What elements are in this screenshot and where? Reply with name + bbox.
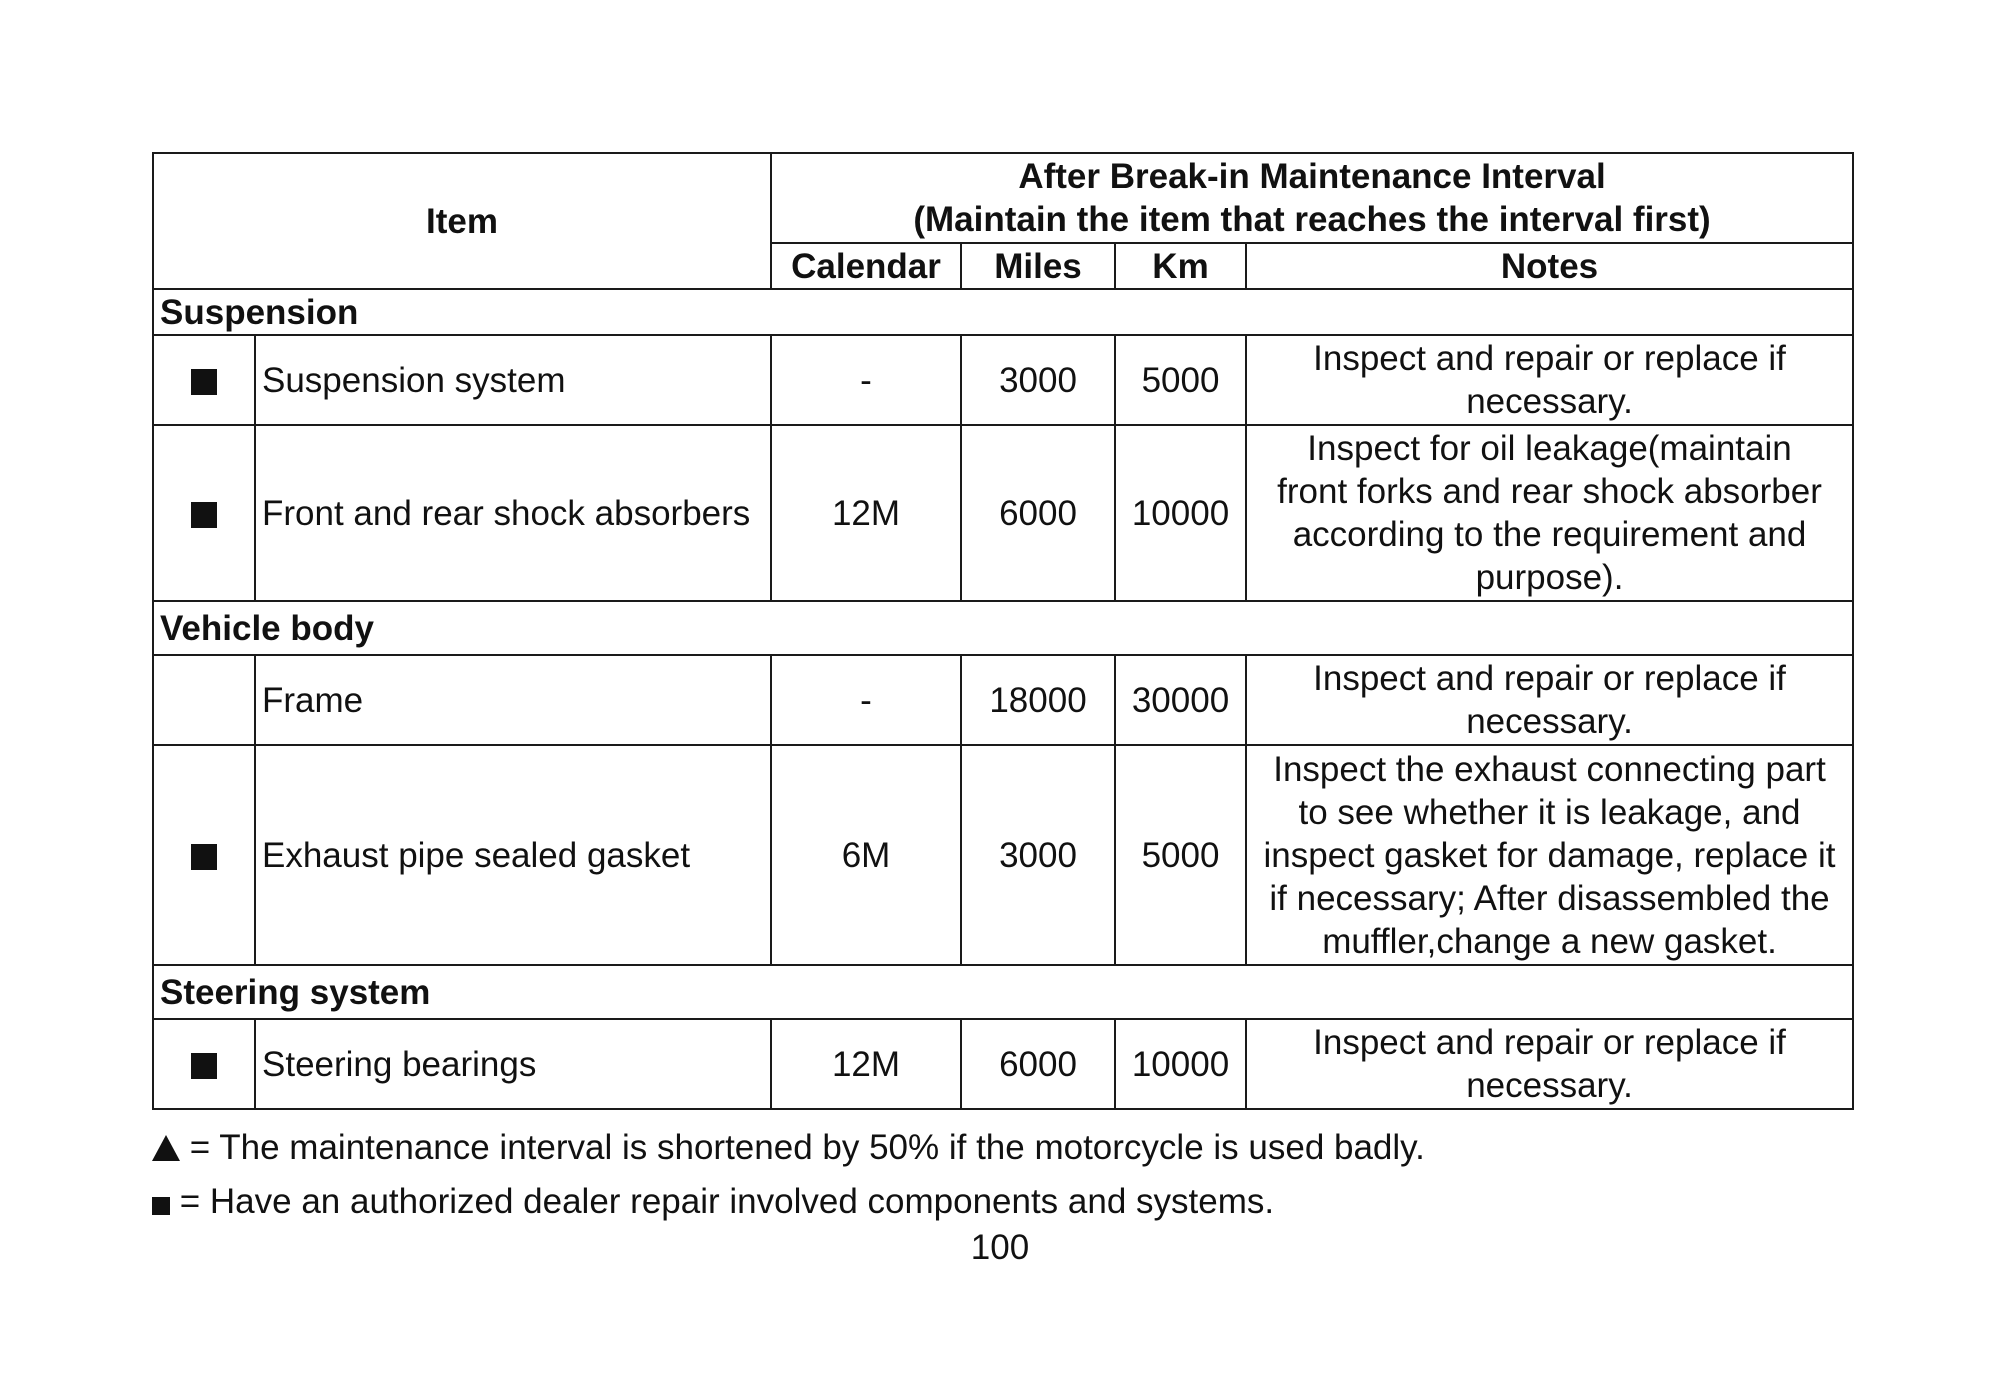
table-row (153, 335, 1853, 425)
km-cell: 5000 (1115, 745, 1246, 965)
notes-line: Inspect and repair or replace if (1313, 659, 1786, 698)
item-cell: Steering bearings (255, 1019, 771, 1109)
item-cell: Exhaust pipe sealed gasket (255, 745, 771, 965)
notes-cell (1246, 745, 1853, 965)
maintenance-table (152, 152, 1854, 1110)
item-column-header: Item (153, 153, 771, 289)
km-cell: 10000 (1115, 425, 1246, 601)
square-bullet-icon (191, 1053, 217, 1079)
notes-column-header: Notes (1246, 243, 1853, 289)
notes-line: purpose). (1475, 558, 1624, 597)
notes-line: to see whether it is leakage, and (1298, 792, 1801, 832)
square-bullet-icon (152, 1197, 170, 1215)
notes-line: Inspect for oil leakage(maintain (1307, 429, 1792, 468)
table-row (153, 745, 1853, 965)
dealer-mark-cell (153, 335, 255, 425)
section-header-vehicle-body: Vehicle body (153, 601, 1853, 655)
notes-cell (1246, 335, 1853, 425)
notes-line: Inspect the exhaust connecting part (1273, 749, 1826, 789)
notes-line: necessary. (1466, 382, 1633, 421)
table-row (153, 1019, 1853, 1109)
notes-cell (1246, 1019, 1853, 1109)
miles-cell: 18000 (961, 655, 1115, 745)
square-bullet-icon (191, 369, 217, 395)
square-bullet-icon (191, 502, 217, 528)
footnote-square (152, 1182, 1274, 1222)
table-row (153, 655, 1853, 745)
table-row (153, 425, 1853, 601)
km-column-header: Km (1115, 243, 1246, 289)
dealer-mark-cell (153, 1019, 255, 1109)
dealer-mark-cell (153, 425, 255, 601)
miles-cell: 3000 (961, 745, 1115, 965)
interval-title-line2: (Maintain the item that reaches the interval first) (913, 200, 1711, 239)
notes-line: necessary. (1466, 1066, 1633, 1105)
square-bullet-icon (191, 844, 217, 870)
item-cell: Front and rear shock absorbers (255, 425, 771, 601)
miles-cell: 6000 (961, 1019, 1115, 1109)
footnote-triangle-text: = The maintenance interval is shortened by 50% if the motorcycle is used badly. (189, 1128, 1425, 1167)
calendar-cell: - (771, 335, 961, 425)
km-cell: 5000 (1115, 335, 1246, 425)
notes-line: according to the requirement and (1292, 515, 1807, 554)
section-header-steering-system: Steering system (153, 965, 1853, 1019)
interval-title (771, 153, 1853, 243)
notes-line: if necessary; After disassembled the (1269, 878, 1830, 918)
item-cell: Frame (255, 655, 771, 745)
footnote-square-text: = Have an authorized dealer repair involved components and systems. (179, 1182, 1275, 1221)
notes-line: muffler,change a new gasket. (1322, 921, 1777, 961)
notes-cell (1246, 655, 1853, 745)
item-cell: Suspension system (255, 335, 771, 425)
triangle-icon (152, 1135, 180, 1161)
calendar-cell: 12M (771, 1019, 961, 1109)
section-header-suspension: Suspension (153, 289, 1853, 335)
calendar-column-header: Calendar (771, 243, 961, 289)
km-cell: 10000 (1115, 1019, 1246, 1109)
miles-cell: 6000 (961, 425, 1115, 601)
page-number: 100 (970, 1228, 1030, 1267)
miles-column-header: Miles (961, 243, 1115, 289)
notes-line: front forks and rear shock absorber (1277, 472, 1822, 511)
calendar-cell: 12M (771, 425, 961, 601)
notes-line: Inspect and repair or replace if (1313, 1023, 1786, 1062)
notes-cell (1246, 425, 1853, 601)
interval-title-line1: After Break-in Maintenance Interval (1018, 157, 1606, 196)
dealer-mark-cell (153, 745, 255, 965)
notes-line: Inspect and repair or replace if (1313, 339, 1786, 378)
notes-line: inspect gasket for damage, replace it (1263, 835, 1836, 875)
notes-line: necessary. (1466, 702, 1633, 741)
miles-cell: 3000 (961, 335, 1115, 425)
dealer-mark-cell (153, 655, 255, 745)
km-cell: 30000 (1115, 655, 1246, 745)
calendar-cell: 6M (771, 745, 961, 965)
calendar-cell: - (771, 655, 961, 745)
footnote-triangle (152, 1128, 1425, 1168)
